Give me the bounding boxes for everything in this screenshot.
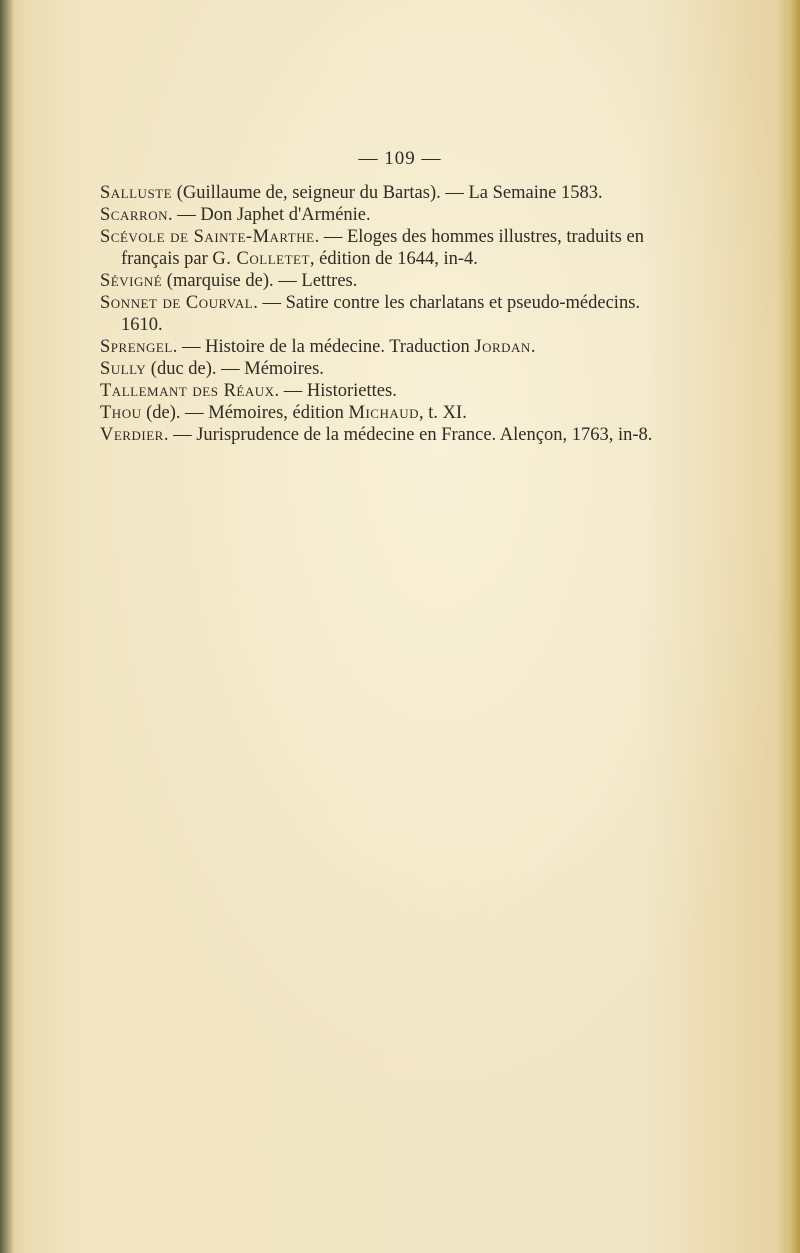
bibliography-entry bbox=[100, 424, 660, 446]
bibliography-entry bbox=[100, 358, 660, 380]
page-left-edge bbox=[0, 0, 14, 1253]
entry-author: Sonnet de Courval bbox=[100, 293, 254, 313]
bibliography-entry bbox=[100, 226, 660, 270]
entry-author: Sprengel bbox=[100, 337, 173, 357]
entry-author: Thou bbox=[100, 403, 142, 423]
entry-translator: Jordan bbox=[474, 337, 531, 357]
entry-text: . — Jurisprudence de la médecine en France. Alençon, 1763, in-8. bbox=[163, 425, 653, 445]
page-number: — 109 — bbox=[358, 148, 442, 169]
bibliography-entry bbox=[100, 204, 660, 226]
bibliography-entry bbox=[100, 336, 660, 358]
bibliography-entry bbox=[100, 402, 660, 424]
entry-text: (de). — Mémoires, édition bbox=[141, 403, 349, 423]
entry-text: . — Historiettes. bbox=[274, 381, 397, 401]
entry-text-continued: . bbox=[530, 337, 536, 357]
entry-editor: Michaud bbox=[348, 403, 420, 423]
entry-author: Verdier bbox=[100, 425, 164, 445]
bibliography-entry bbox=[100, 182, 660, 204]
entry-author: Salluste bbox=[100, 183, 173, 203]
bibliography-entry bbox=[100, 380, 660, 402]
entry-author: Tallemant des Réaux bbox=[100, 381, 275, 401]
entry-text-continued: , édition de 1644, in-4. bbox=[309, 249, 478, 269]
entry-text-continued: , t. XI. bbox=[419, 403, 467, 423]
page-right-edge bbox=[780, 0, 800, 1253]
bibliography-list bbox=[100, 182, 660, 446]
entry-author: Scévole de Sainte-Marthe bbox=[100, 227, 315, 247]
entry-text: . — Don Japhet d'Arménie. bbox=[167, 205, 371, 225]
entry-text: . — Histoire de la médecine. Traduction bbox=[172, 337, 475, 357]
bibliography-entry bbox=[100, 292, 660, 336]
entry-text: . — Eloges des hommes illustres, traduits en français par bbox=[121, 227, 644, 269]
entry-author: Sully bbox=[100, 359, 147, 379]
entry-text: (marquise de). — Lettres. bbox=[162, 271, 358, 291]
entry-text: . — Satire contre les charlatans et pseudo-médecins. 1610. bbox=[121, 293, 641, 335]
entry-author: Scarron bbox=[100, 205, 168, 225]
entry-text: (duc de). — Mémoires. bbox=[146, 359, 324, 379]
bibliography-entry bbox=[100, 270, 660, 292]
entry-translator: G. Colletet bbox=[212, 249, 310, 269]
entry-text: (Guillaume de, seigneur du Bartas). — La Semaine 1583. bbox=[172, 183, 603, 203]
entry-author: Sévigné bbox=[100, 271, 163, 291]
